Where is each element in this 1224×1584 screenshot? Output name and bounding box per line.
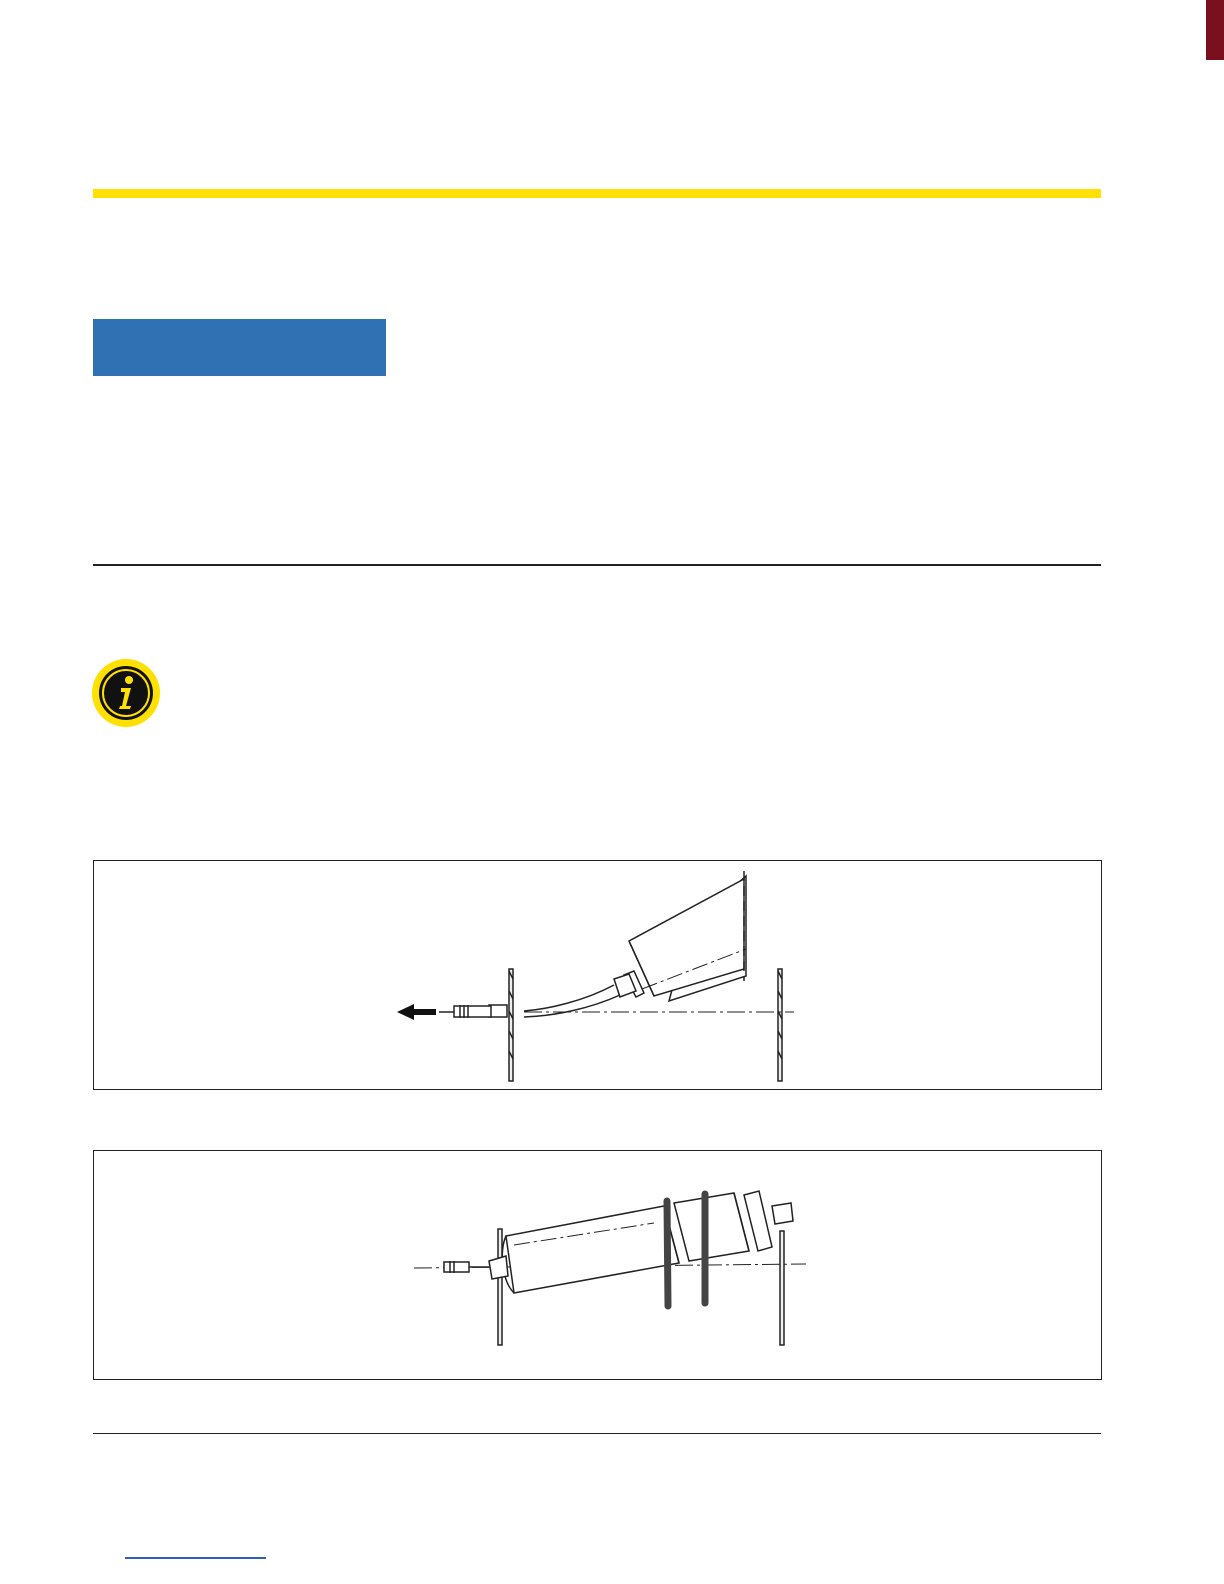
page-edge-marker xyxy=(1206,0,1224,60)
figure-roller-installation xyxy=(93,1150,1102,1380)
roller-installation-drawing xyxy=(94,1151,1101,1379)
header-accent-bar xyxy=(93,189,1101,198)
roller-removal-drawing xyxy=(94,861,1101,1089)
footer-divider xyxy=(93,1433,1101,1434)
figure-roller-removal xyxy=(93,860,1102,1090)
info-circle-icon xyxy=(91,658,161,728)
footer-link-underline[interactable] xyxy=(125,1557,266,1559)
arrow-left-icon xyxy=(397,1004,436,1020)
section-tab-banner xyxy=(93,319,386,376)
section-divider xyxy=(93,564,1101,566)
